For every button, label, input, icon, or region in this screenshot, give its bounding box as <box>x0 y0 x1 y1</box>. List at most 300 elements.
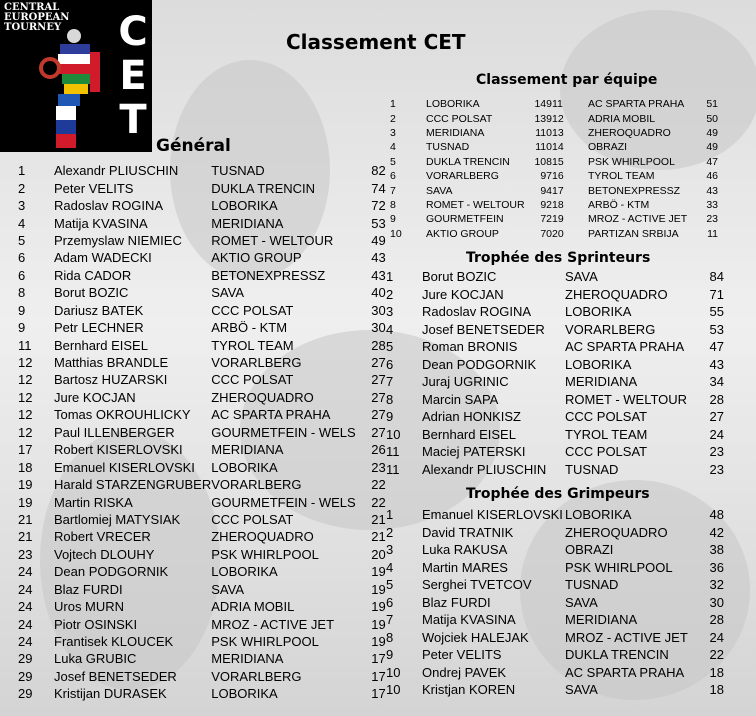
table-cell: VORARLBERG <box>211 668 302 684</box>
table-cell: Matthias BRANDLE <box>54 355 169 371</box>
general-rows <box>18 162 386 703</box>
table-cell: 23 <box>709 444 724 460</box>
table-cell: Peter VELITS <box>54 180 134 196</box>
table-cell: CCC POLSAT <box>565 409 648 425</box>
table-cell: 13 <box>552 126 564 139</box>
table-cell: 7 <box>386 374 394 390</box>
table-cell: Roman BRONIS <box>422 339 518 355</box>
table-row <box>390 140 718 154</box>
table-cell: Jure KOCJAN <box>422 286 504 302</box>
table-cell: 28 <box>709 612 724 628</box>
table-cell: SAVA <box>426 184 453 197</box>
table-cell: 27 <box>371 407 386 423</box>
table-row <box>18 615 386 632</box>
table-cell: Matija KVASINA <box>54 215 148 231</box>
table-row <box>18 354 386 371</box>
table-row <box>386 594 724 612</box>
table-row <box>18 232 386 249</box>
table-cell: 23 <box>709 461 724 477</box>
table-cell: 2 <box>386 524 394 540</box>
table-row <box>390 212 718 226</box>
table-cell: Paul ILLENBERGER <box>54 424 175 440</box>
table-cell: 53 <box>709 321 724 337</box>
table-cell: OBRAZI <box>565 542 614 558</box>
table-cell: OBRAZI <box>588 141 628 154</box>
table-row <box>18 424 386 441</box>
table-cell: 17 <box>18 442 33 458</box>
table-cell: DUKLA TRENCIN <box>211 180 316 196</box>
table-cell: TUSNAD <box>211 163 265 179</box>
table-cell: AKTIO GROUP <box>211 250 302 266</box>
table-cell: 10 <box>386 664 401 680</box>
table-cell: 82 <box>371 163 386 179</box>
table-cell: David TRATNIK <box>422 524 514 540</box>
sprint-rows <box>386 268 724 478</box>
table-cell: 15 <box>552 155 564 168</box>
table-cell: 21 <box>18 529 33 545</box>
table-cell: Przemyslaw NIEMIEC <box>54 232 182 248</box>
table-cell: GOURMETFEIN - WELS <box>211 424 356 440</box>
table-cell: 18 <box>552 198 564 211</box>
team-table <box>390 97 718 241</box>
page-title: Classement CET <box>286 30 466 54</box>
table-row <box>18 528 386 545</box>
table-row <box>386 461 724 479</box>
table-cell: MROZ - ACTIVE JET <box>588 213 688 226</box>
table-cell: AC SPARTA PRAHA <box>565 339 685 355</box>
table-row <box>386 356 724 374</box>
table-cell: 16 <box>552 170 564 183</box>
table-cell: Tomas OKROUHLICKY <box>54 407 191 423</box>
table-cell: 26 <box>371 442 386 458</box>
table-cell: 10 <box>390 227 402 240</box>
table-cell: GOURMETFEIN <box>426 213 504 226</box>
table-row <box>386 373 724 391</box>
table-row <box>18 458 386 475</box>
table-cell: 4 <box>386 321 394 337</box>
table-cell: 49 <box>371 232 386 248</box>
table-cell: 2 <box>386 286 394 302</box>
table-row <box>386 303 724 321</box>
table-row <box>386 576 724 594</box>
table-row <box>386 338 724 356</box>
table-cell: 8 <box>390 198 396 211</box>
table-cell: Radoslav ROGINA <box>54 198 164 214</box>
team-rows <box>390 97 718 241</box>
table-cell: Piotr OSINSKI <box>54 616 138 632</box>
table-row <box>386 426 724 444</box>
table-row <box>390 227 718 241</box>
table-cell: ADRIA MOBIL <box>588 112 656 125</box>
table-cell: 43 <box>371 267 386 283</box>
table-row <box>18 267 386 284</box>
table-cell: 7 <box>390 184 396 197</box>
table-cell: LOBORIKA <box>565 304 632 320</box>
table-row <box>18 476 386 493</box>
table-row <box>390 183 718 197</box>
table-cell: Alexandr PLIUSCHIN <box>54 163 179 179</box>
table-cell: 19 <box>18 477 33 493</box>
table-cell: PSK WHIRLPOOL <box>588 155 675 168</box>
table-cell: 3 <box>18 198 26 214</box>
table-cell: 19 <box>371 616 386 632</box>
general-title: Général <box>156 136 231 156</box>
table-row <box>386 286 724 304</box>
table-cell: Dean PODGORNIK <box>54 564 169 580</box>
table-cell: 24 <box>18 564 33 580</box>
table-cell: 17 <box>371 668 386 684</box>
cet-logo <box>0 0 152 152</box>
table-cell: PSK WHIRLPOOL <box>211 546 319 562</box>
table-cell: Vojtech DLOUHY <box>54 546 155 562</box>
table-cell: 1 <box>390 98 396 111</box>
table-row <box>18 302 386 319</box>
table-cell: 23 <box>371 459 386 475</box>
table-cell: 46 <box>706 170 718 183</box>
table-row <box>18 650 386 667</box>
table-cell: 94 <box>540 184 552 197</box>
table-cell: 34 <box>709 374 724 390</box>
table-cell: LOBORIKA <box>211 459 278 475</box>
table-cell: Jure KOCJAN <box>54 389 136 405</box>
table-cell: 1 <box>386 269 394 285</box>
table-cell: 8 <box>18 285 26 301</box>
table-cell: BETONEXPRESSZ <box>211 267 326 283</box>
table-cell: TUSNAD <box>426 141 470 154</box>
table-row <box>18 685 386 702</box>
table-cell: Josef BENETSEDER <box>54 668 177 684</box>
table-cell: 27 <box>371 389 386 405</box>
table-cell: 10 <box>386 682 401 698</box>
table-row <box>390 126 718 140</box>
table-row <box>18 336 386 353</box>
table-cell: 19 <box>371 599 386 615</box>
table-row <box>386 541 724 559</box>
table-cell: 17 <box>371 686 386 702</box>
logo-text: CENTRAL EUROPEAN TOURNEY <box>4 2 70 33</box>
table-cell: 29 <box>18 686 33 702</box>
table-cell: Alexandr PLIUSCHIN <box>422 461 547 477</box>
table-cell: Adrian HONKISZ <box>422 409 521 425</box>
table-cell: CCC POLSAT <box>211 511 294 527</box>
table-cell: 12 <box>18 407 33 423</box>
table-cell: 6 <box>386 594 394 610</box>
table-cell: 49 <box>706 126 718 139</box>
table-cell: ZHEROQUADRO <box>565 286 668 302</box>
table-row <box>386 559 724 577</box>
table-cell: 4 <box>390 141 396 154</box>
table-cell: 20 <box>552 227 564 240</box>
table-cell: 8 <box>386 629 394 645</box>
table-cell: 92 <box>540 198 552 211</box>
table-cell: 74 <box>371 180 386 196</box>
table-row <box>390 155 718 169</box>
table-cell: ARBÖ - KTM <box>211 320 288 336</box>
table-cell: LOBORIKA <box>211 198 278 214</box>
table-cell: GOURMETFEIN - WELS <box>211 494 356 510</box>
table-cell: TUSNAD <box>565 461 619 477</box>
table-cell: Emanuel KISERLOVSKI <box>422 507 563 523</box>
table-cell: AKTIO GROUP <box>426 227 499 240</box>
table-cell: Bartosz HUZARSKI <box>54 372 168 388</box>
table-cell: Dean PODGORNIK <box>422 356 537 372</box>
table-row <box>390 198 718 212</box>
table-cell: 22 <box>371 494 386 510</box>
table-cell: TYROL TEAM <box>211 337 294 353</box>
table-cell: 19 <box>371 581 386 597</box>
table-row <box>390 169 718 183</box>
table-cell: LOBORIKA <box>426 98 480 111</box>
table-cell: VORARLBERG <box>211 355 302 371</box>
table-cell: 42 <box>709 524 724 540</box>
table-cell: ARBÖ - KTM <box>588 198 650 211</box>
cyclist-flags-icon <box>38 28 114 152</box>
table-cell: 6 <box>390 170 396 183</box>
table-cell: 27 <box>371 372 386 388</box>
table-cell: ZHEROQUADRO <box>211 529 314 545</box>
table-cell: Emanuel KISERLOVSKI <box>54 459 195 475</box>
table-cell: LOBORIKA <box>565 507 632 523</box>
table-cell: 28 <box>709 391 724 407</box>
table-cell: DUKLA TRENCIN <box>565 647 669 663</box>
table-cell: Dariusz BATEK <box>54 302 144 318</box>
table-cell: 3 <box>390 126 396 139</box>
table-cell: Peter VELITS <box>422 647 502 663</box>
table-cell: 2 <box>390 112 396 125</box>
table-cell: 12 <box>18 424 33 440</box>
table-cell: 139 <box>534 112 552 125</box>
table-cell: Rida CADOR <box>54 267 132 283</box>
table-cell: 50 <box>706 112 718 125</box>
table-cell: 9 <box>390 213 396 226</box>
table-cell: VORARLBERG <box>211 477 302 493</box>
table-row <box>18 371 386 388</box>
table-row <box>386 629 724 647</box>
table-row <box>18 633 386 650</box>
table-cell: 24 <box>18 634 33 650</box>
table-row <box>18 284 386 301</box>
table-row <box>18 668 386 685</box>
table-cell: 32 <box>709 577 724 593</box>
table-cell: 43 <box>706 184 718 197</box>
table-cell: Robert KISERLOVSKI <box>54 442 183 458</box>
table-cell: 9 <box>18 320 26 336</box>
table-cell: 5 <box>386 577 394 593</box>
table-cell: MERIDIANA <box>426 126 485 139</box>
table-cell: 11 <box>18 337 32 353</box>
table-row <box>18 319 386 336</box>
table-cell: 29 <box>18 668 33 684</box>
table-cell: 30 <box>371 320 386 336</box>
table-cell: Kristjan KOREN <box>422 682 516 698</box>
table-cell: 24 <box>709 629 724 645</box>
table-cell: 6 <box>386 356 394 372</box>
logo-letters: C E T <box>118 9 148 143</box>
table-cell: ROMET - WELTOUR <box>426 198 525 211</box>
table-row <box>386 646 724 664</box>
climb-table <box>386 506 724 699</box>
table-cell: 72 <box>371 198 386 214</box>
table-cell: Maciej PATERSKI <box>422 444 526 460</box>
table-cell: Martin MARES <box>422 559 508 575</box>
table-cell: 6 <box>18 250 26 266</box>
table-cell: 12 <box>552 112 564 125</box>
table-row <box>18 214 386 231</box>
table-cell: Bernhard EISEL <box>422 426 516 442</box>
climb-title: Trophée des Grimpeurs <box>466 486 650 502</box>
table-cell: 24 <box>18 581 33 597</box>
table-cell: 24 <box>18 599 33 615</box>
table-row <box>18 511 386 528</box>
table-cell: Robert VRECER <box>54 529 151 545</box>
table-cell: PSK WHIRLPOOL <box>565 559 673 575</box>
table-row <box>390 97 718 111</box>
table-cell: 17 <box>371 651 386 667</box>
table-cell: MERIDIANA <box>211 215 284 231</box>
table-row <box>386 443 724 461</box>
table-cell: 12 <box>18 355 33 371</box>
table-cell: 22 <box>371 477 386 493</box>
table-cell: 30 <box>709 594 724 610</box>
table-cell: SAVA <box>565 269 598 285</box>
table-cell: 23 <box>706 213 718 226</box>
table-cell: 21 <box>18 511 33 527</box>
table-cell: BETONEXPRESSZ <box>588 184 680 197</box>
table-cell: Frantisek KLOUCEK <box>54 634 174 650</box>
table-row <box>386 524 724 542</box>
table-cell: Martin RISKA <box>54 494 133 510</box>
table-cell: 10 <box>386 426 401 442</box>
table-row <box>18 598 386 615</box>
table-cell: 6 <box>18 267 26 283</box>
table-cell: TYROL TEAM <box>588 170 655 183</box>
table-cell: 18 <box>709 682 724 698</box>
table-cell: 20 <box>371 546 386 562</box>
table-cell: 27 <box>709 409 724 425</box>
table-row <box>386 408 724 426</box>
table-cell: ROMET - WELTOUR <box>565 391 688 407</box>
table-cell: 24 <box>18 616 33 632</box>
table-row <box>18 162 386 179</box>
table-cell: 108 <box>534 155 552 168</box>
table-cell: 36 <box>709 559 724 575</box>
table-cell: 47 <box>706 155 718 168</box>
table-cell: 19 <box>371 564 386 580</box>
table-cell: SAVA <box>565 594 598 610</box>
table-row <box>386 391 724 409</box>
table-cell: LOBORIKA <box>211 564 278 580</box>
table-cell: 18 <box>18 459 33 475</box>
table-cell: 27 <box>371 355 386 371</box>
table-cell: 9 <box>386 409 394 425</box>
table-cell: 40 <box>371 285 386 301</box>
table-cell: Borut BOZIC <box>422 269 497 285</box>
table-cell: Josef BENETSEDER <box>422 321 545 337</box>
table-cell: LOBORIKA <box>211 686 278 702</box>
team-title: Classement par équipe <box>476 72 658 88</box>
table-cell: Wojciek HALEJAK <box>422 629 529 645</box>
table-cell: 72 <box>540 213 552 226</box>
table-cell: 70 <box>540 227 552 240</box>
table-cell: 71 <box>709 286 724 302</box>
table-cell: Serghei TVETCOV <box>422 577 532 593</box>
table-cell: 23 <box>18 546 33 562</box>
table-cell: AC SPARTA PRAHA <box>565 664 685 680</box>
table-cell: 19 <box>18 494 33 510</box>
table-cell: 4 <box>18 215 26 231</box>
table-row <box>386 664 724 682</box>
table-cell: 110 <box>535 126 552 139</box>
table-row <box>390 111 718 125</box>
table-cell: MERIDIANA <box>565 612 638 628</box>
table-row <box>18 249 386 266</box>
table-cell: 3 <box>386 542 394 558</box>
table-cell: 7 <box>386 612 394 628</box>
table-cell: AC SPARTA PRAHA <box>211 407 331 423</box>
table-cell: 21 <box>371 511 386 527</box>
table-cell: Petr LECHNER <box>54 320 144 336</box>
sprint-title: Trophée des Sprinteurs <box>466 250 651 266</box>
table-cell: 5 <box>18 232 26 248</box>
table-cell: 43 <box>709 356 724 372</box>
table-cell: 38 <box>709 542 724 558</box>
table-cell: Uros MURN <box>54 599 125 615</box>
table-cell: ZHEROQUADRO <box>565 524 668 540</box>
table-cell: 29 <box>18 651 33 667</box>
table-cell: 4 <box>386 559 394 575</box>
table-cell: 2 <box>18 180 26 196</box>
table-cell: MROZ - ACTIVE JET <box>565 629 688 645</box>
table-cell: 9 <box>18 302 26 318</box>
table-cell: Harald STARZENGRUBER <box>54 477 212 493</box>
table-cell: 12 <box>18 372 33 388</box>
table-cell: AC SPARTA PRAHA <box>588 98 685 111</box>
table-cell: ROMET - WELTOUR <box>211 232 334 248</box>
table-cell: 1 <box>18 163 26 179</box>
table-cell: 14 <box>552 141 564 154</box>
table-cell: 22 <box>709 647 724 663</box>
table-cell: TUSNAD <box>565 577 619 593</box>
table-cell: CCC POLSAT <box>565 444 648 460</box>
table-cell: Juraj UGRINIC <box>422 374 509 390</box>
table-cell: MERIDIANA <box>211 442 284 458</box>
table-row <box>18 581 386 598</box>
climb-rows <box>386 506 724 699</box>
table-cell: MROZ - ACTIVE JET <box>211 616 335 632</box>
table-cell: 11 <box>552 98 563 111</box>
table-cell: 97 <box>540 170 552 183</box>
table-cell: 149 <box>534 98 552 111</box>
table-cell: 24 <box>709 426 724 442</box>
table-cell: 11 <box>386 461 400 477</box>
table-cell: CCC POLSAT <box>211 302 294 318</box>
table-cell: 84 <box>709 269 724 285</box>
table-cell: MERIDIANA <box>565 374 638 390</box>
table-cell: 17 <box>552 184 564 197</box>
table-cell: 110 <box>535 141 552 154</box>
table-cell: SAVA <box>211 581 244 597</box>
table-cell: 1 <box>386 507 394 523</box>
table-cell: 27 <box>371 424 386 440</box>
table-cell: 19 <box>371 634 386 650</box>
table-cell: Marcin SAPA <box>422 391 499 407</box>
table-cell: ADRIA MOBIL <box>211 599 295 615</box>
table-cell: Matija KVASINA <box>422 612 516 628</box>
table-cell: 30 <box>371 302 386 318</box>
table-row <box>18 406 386 423</box>
table-row <box>18 441 386 458</box>
table-cell: SAVA <box>211 285 244 301</box>
